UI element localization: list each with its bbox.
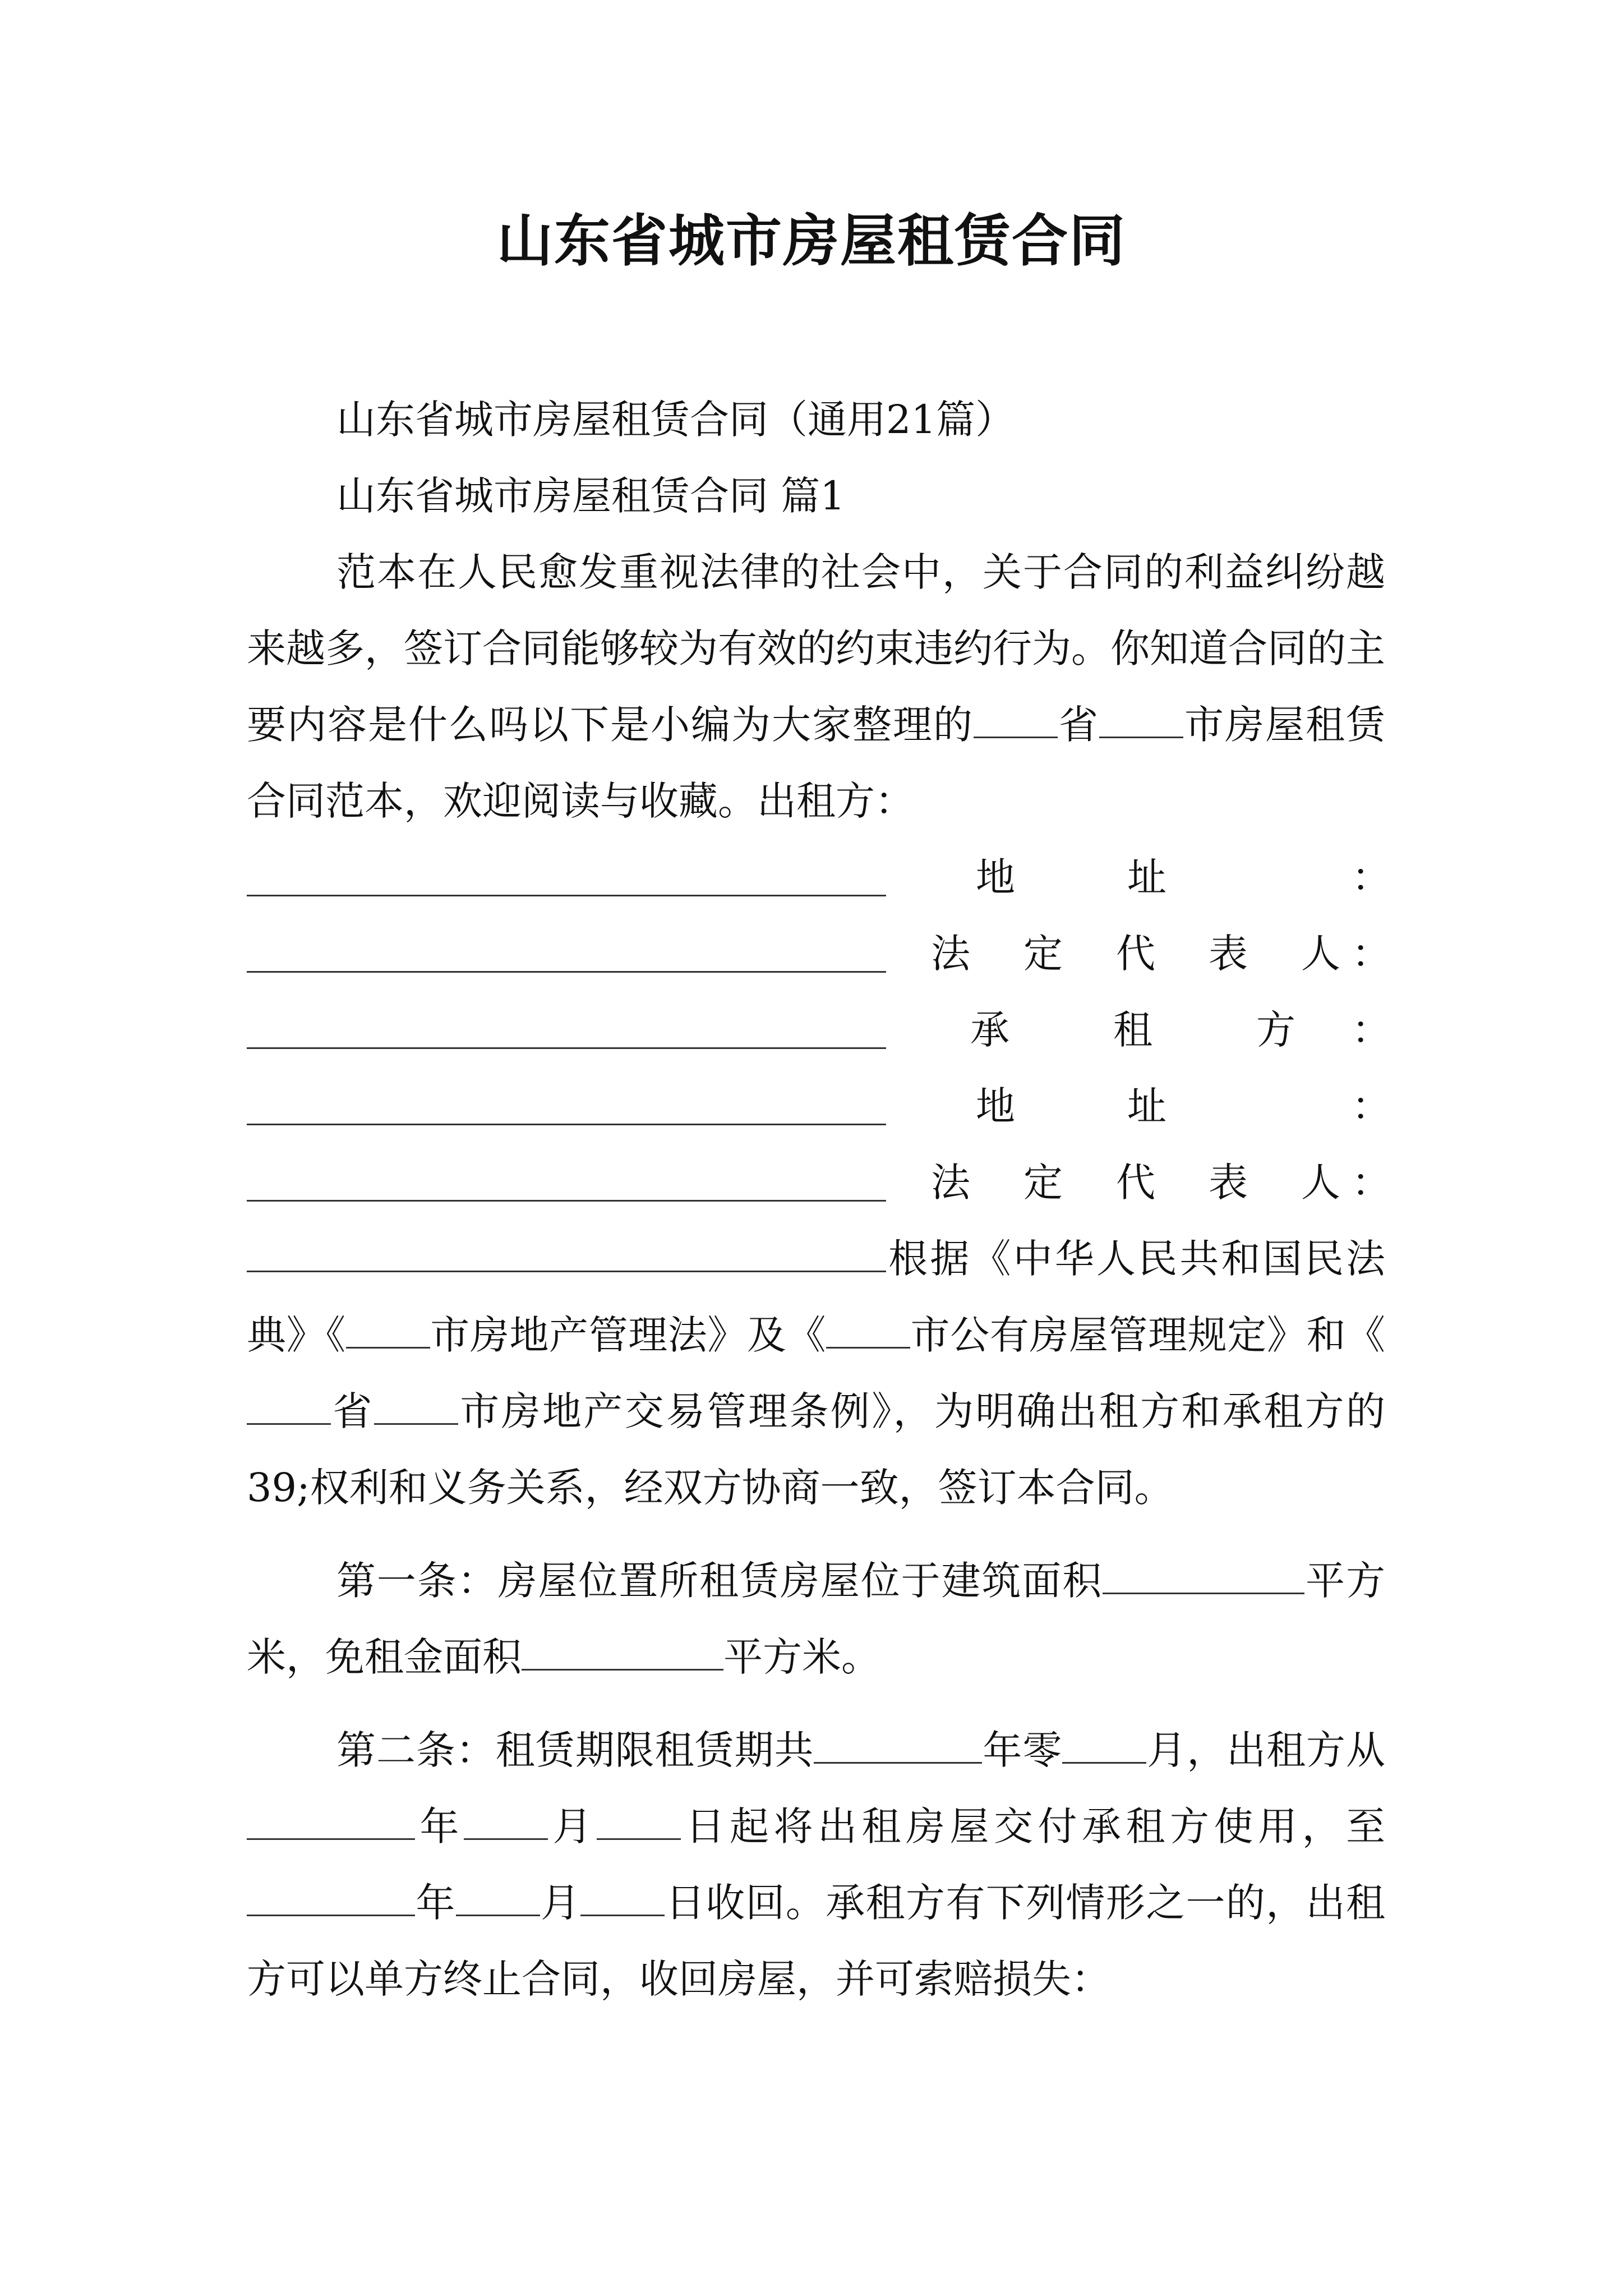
field-label — [886, 839, 1352, 915]
art2-text-g: 年 — [415, 1880, 456, 1926]
fill-line — [247, 1166, 886, 1202]
field-row-lessor-address — [247, 839, 1391, 915]
art2-text-f: 日起将出租房屋交付承租方使用，至 — [681, 1803, 1385, 1849]
basis-text-a: 根据《中华人民共和国民法典》《 — [247, 1236, 1385, 1358]
basis-text-d: 省 — [331, 1388, 374, 1434]
label-char: 租 — [1113, 1007, 1152, 1053]
label-char: 表 — [1209, 931, 1248, 977]
art2-text-a: 第二条：租赁期限租赁期共 — [336, 1727, 814, 1773]
fill-line — [247, 1237, 886, 1272]
blank-city — [1099, 703, 1183, 738]
field-row-lessee-address — [247, 1068, 1391, 1144]
blank-area — [522, 1635, 723, 1671]
label-char: 代 — [1116, 931, 1155, 977]
intro-text-a: 范本在人民愈发重视法律的社会中，关于合同的利益纠纷越来越多，签订合同能够较为有效的约束违约行为。你知道合同的主要内容是什么吗以下是小编为大家整理的 — [247, 549, 1385, 748]
document-body — [247, 381, 1391, 2017]
label-char: 方 — [1256, 1007, 1295, 1053]
field-row-lessee-representative — [247, 1144, 1391, 1221]
field-label — [886, 1068, 1352, 1144]
blank-city — [374, 1389, 458, 1425]
blank-year — [247, 1881, 415, 1916]
basis-text-b: 市房地产管理法》及《 — [430, 1312, 827, 1358]
label-char: 表 — [1209, 1159, 1248, 1205]
field-label — [886, 992, 1352, 1068]
blank-city — [346, 1313, 430, 1349]
label-colon: ： — [1352, 931, 1391, 977]
field-label — [886, 1144, 1352, 1221]
fill-line — [247, 1090, 886, 1125]
label-char: 定 — [1023, 931, 1063, 977]
blank-day — [597, 1805, 681, 1840]
art1-text-c: 平方米。 — [723, 1634, 880, 1680]
blank-years — [814, 1728, 982, 1764]
basis-text-e: 市房地产交易管理条例》，为明确出租方和承租方的39;权利和义务关系，经双方协商一致，签订本合同。 — [247, 1388, 1386, 1511]
paragraph-gap — [247, 1526, 1385, 1543]
label-char: 代 — [1116, 1159, 1155, 1205]
label-char: 人 — [1301, 931, 1340, 977]
blank-area — [1103, 1559, 1304, 1594]
blank-year — [247, 1805, 415, 1840]
article-2 — [247, 1712, 1385, 2017]
section-heading: 山东省城市房屋租赁合同 篇1 — [336, 473, 845, 519]
label-char: 人 — [1301, 1159, 1340, 1205]
intro-paragraph — [247, 534, 1385, 839]
document-title: 山东省城市房屋租赁合同 — [497, 208, 1126, 274]
label-colon: ： — [1352, 1007, 1391, 1053]
article-1 — [247, 1543, 1385, 1695]
label-char: 地 — [976, 1083, 1015, 1129]
field-row-lessor-representative — [247, 915, 1391, 992]
art2-text-d: 年 — [415, 1803, 464, 1849]
label-colon: ： — [1352, 854, 1391, 900]
paragraph-gap — [247, 1695, 1385, 1712]
label-char: 定 — [1023, 1159, 1063, 1205]
art2-text-e: 月 — [548, 1803, 597, 1849]
label-colon: ： — [1352, 1083, 1391, 1129]
intro-text-c: 市房屋租赁合同范本，欢迎阅读与收藏。出租方： — [247, 702, 1385, 824]
art1-text-a: 第一条：房屋位置所租赁房屋位于建筑面积 — [336, 1558, 1103, 1604]
subtitle: 山东省城市房屋租赁合同（通用21篇） — [336, 397, 1015, 443]
blank-city — [826, 1313, 910, 1349]
blank-province — [974, 703, 1058, 738]
fill-line — [247, 1014, 886, 1049]
art2-text-b: 年零 — [982, 1727, 1063, 1773]
blank-day — [580, 1881, 665, 1916]
label-char: 法 — [931, 931, 970, 977]
basis-paragraph — [247, 1221, 1385, 1526]
intro-text-b: 省 — [1058, 702, 1099, 748]
art2-text-i: 日收回。承租方有下列情形之一的，出租方可以单方终止合同，收回房屋，并可索赔损失： — [247, 1880, 1386, 2002]
label-char: 址 — [1127, 854, 1166, 900]
label-char: 承 — [970, 1007, 1009, 1053]
art1-text-b: 平方米，免租金面积 — [247, 1558, 1386, 1680]
fill-line — [247, 937, 886, 973]
blank-month — [464, 1805, 548, 1840]
field-row-lessee — [247, 992, 1391, 1068]
art2-text-h: 月 — [540, 1880, 581, 1926]
blank-month — [456, 1881, 540, 1916]
label-char: 址 — [1127, 1083, 1166, 1129]
label-char: 地 — [976, 854, 1015, 900]
blank-months — [1062, 1728, 1146, 1764]
label-char: 法 — [931, 1159, 970, 1205]
fill-line — [247, 861, 886, 896]
field-label — [886, 915, 1352, 992]
basis-text-c: 市公有房屋管理规定》和《 — [910, 1312, 1386, 1358]
label-colon: ： — [1352, 1159, 1391, 1205]
art2-text-c: 月，出租方从 — [1146, 1727, 1386, 1773]
blank-province — [247, 1389, 331, 1425]
